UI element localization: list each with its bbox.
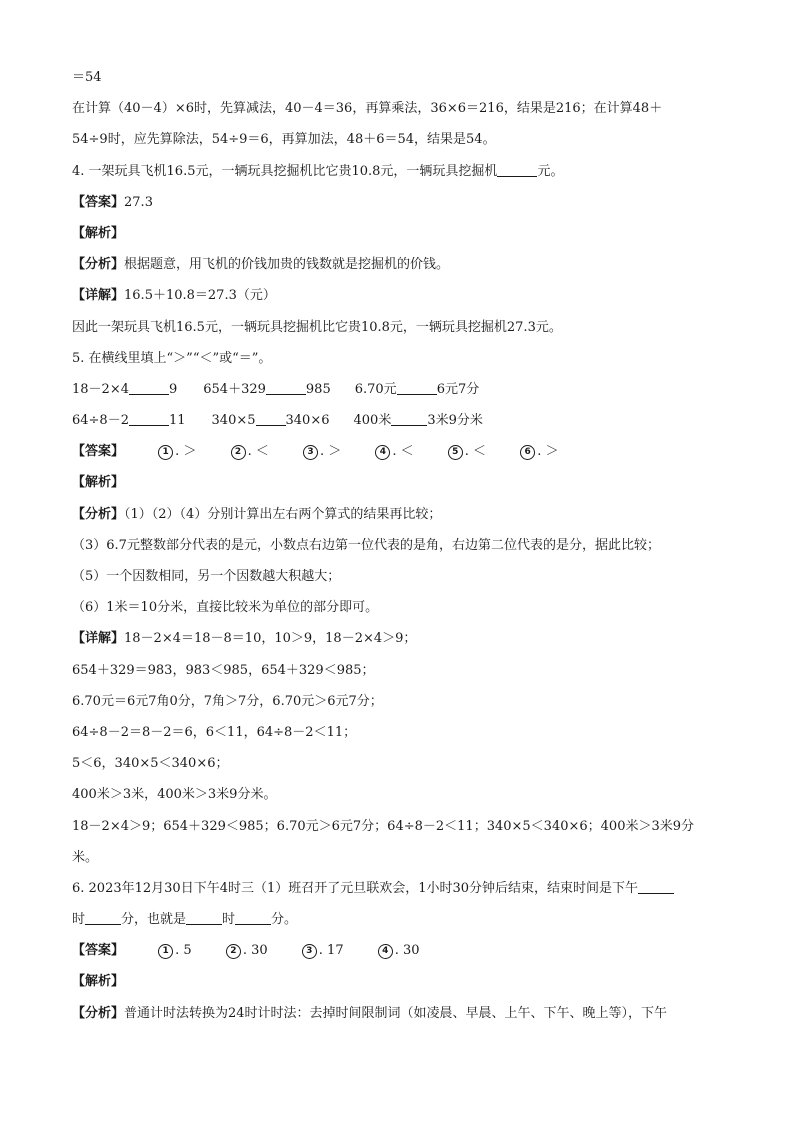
answer-line xyxy=(72,436,732,467)
expr: 64÷8－2 xyxy=(72,413,129,429)
text-line xyxy=(72,312,732,343)
analysis-tag: 【解析】 xyxy=(72,225,125,241)
text-line xyxy=(72,93,732,124)
text: （5）一个因数相同，另一个因数越大积越大； xyxy=(72,569,341,584)
answer-item: 2 . 30 xyxy=(226,935,268,966)
text: 64÷8－2＝8－2＝6，6＜11，64÷8－2＜11； xyxy=(72,724,357,740)
compare-row-1 xyxy=(72,374,732,405)
answer-blank xyxy=(266,380,306,395)
answer-blank xyxy=(391,411,427,426)
answer-item: 1 . 5 xyxy=(158,935,192,966)
analysis-tag: 【解析】 xyxy=(72,974,125,990)
detail-line xyxy=(72,623,732,654)
text: 54÷9时，应先算除法，54÷9＝6，再算加法，48＋6＝54，结果是54。 xyxy=(72,132,496,148)
answer-value: 27.3 xyxy=(124,194,153,210)
text-line xyxy=(72,530,732,561)
text-line xyxy=(72,842,732,873)
answer-line xyxy=(72,187,732,218)
fenxi-tag: 【分析】 xyxy=(72,257,125,273)
question-text-end: 元。 xyxy=(537,163,564,179)
text-line xyxy=(72,686,732,717)
circled-number: 2 xyxy=(231,445,246,460)
text: （6）1米＝10分米，直接比较米为单位的部分即可。 xyxy=(72,600,379,616)
text: 5＜6，340×5＜340×6； xyxy=(72,756,229,772)
text-line xyxy=(72,811,732,842)
expr: 985 xyxy=(305,381,331,397)
answer-item: 4 . ＜ xyxy=(375,436,413,467)
question-text: 6. 2023年12月30日下午4时三（1）班召开了元旦联欢会，1小时30分钟后结束，结束时间是下午 xyxy=(72,880,639,896)
text: 654＋329＝983，983＜985，654＋329＜985； xyxy=(72,662,375,678)
answer-item: 3 . 17 xyxy=(302,935,344,966)
text: 普通计时法转换为24时计时法：去掉时间限制词（如凌晨、早晨、上午、下午、晚上等），下午 xyxy=(124,1005,668,1021)
analysis-line xyxy=(72,249,732,280)
text: ＝54 xyxy=(72,70,102,85)
expr: 9 xyxy=(168,381,178,397)
text-line xyxy=(72,748,732,779)
expr: 18－2×4 xyxy=(72,381,129,397)
answer-blank xyxy=(85,910,121,925)
circled-number: 2 xyxy=(226,944,241,959)
compare-row-2 xyxy=(72,405,732,436)
text: （3）6.7元整数部分代表的是元，小数点右边第一位代表的是角，右边第二位代表的是分，据此比较； xyxy=(72,537,660,553)
expr: 654＋329 xyxy=(203,381,266,397)
fenxi-tag: 【分析】 xyxy=(72,1005,125,1021)
text: 6.70元＝6元7角0分，7角＞7分，6.70元＞6元7分； xyxy=(72,693,383,709)
text: 400米＞3米，400米＞3米9分米。 xyxy=(72,787,277,803)
expr: 11 xyxy=(168,413,186,429)
text-line xyxy=(72,124,732,155)
answer-tag: 【答案】 xyxy=(72,943,125,959)
text: 分。 xyxy=(271,912,298,928)
text: 米。 xyxy=(72,849,99,865)
expr: 340×6 xyxy=(285,413,330,429)
circled-number: 1 xyxy=(158,445,173,460)
answer-blank xyxy=(397,380,437,395)
answer-tag: 【答案】 xyxy=(72,444,125,460)
text: （1）（2）（4）分别计算出左右两个算式的结果再比较； xyxy=(124,506,442,522)
answer-item: 6 . ＞ xyxy=(520,436,558,467)
text-line xyxy=(72,655,732,686)
answer-line xyxy=(72,935,732,966)
answer-blank xyxy=(497,162,537,177)
answer-blank xyxy=(129,411,169,426)
circled-number: 4 xyxy=(378,944,393,959)
answer-item: 5 . ＜ xyxy=(448,436,486,467)
answer-item: 4 . 30 xyxy=(378,935,420,966)
text-line xyxy=(72,779,732,810)
expr: 340×5 xyxy=(211,413,256,429)
analysis-heading xyxy=(72,966,732,997)
text: 分，也就是 xyxy=(121,912,187,928)
expr: 6元7分 xyxy=(436,381,480,397)
expr: 6.70元 xyxy=(354,381,397,397)
analysis-tag: 【解析】 xyxy=(72,475,125,491)
question-6 xyxy=(72,873,732,904)
text: 16.5＋10.8＝27.3（元） xyxy=(124,288,276,304)
question-text: 4. 一架玩具飞机16.5元，一辆玩具挖掘机比它贵10.8元，一辆玩具挖掘机 xyxy=(72,163,498,179)
expr: 3米9分米 xyxy=(427,413,483,429)
analysis-line xyxy=(72,998,732,1029)
answer-blank xyxy=(235,910,271,925)
text: 18－2×4＝18－8＝10，10＞9，18－2×4＞9； xyxy=(124,631,417,647)
document-page xyxy=(72,62,732,1029)
text: 时 xyxy=(222,912,236,928)
answer-item: 2 . ＜ xyxy=(231,436,269,467)
text: 根据题意，用飞机的价钱加贵的钱数就是挖掘机的价钱。 xyxy=(124,257,450,273)
answer-item: 3 . ＞ xyxy=(303,436,341,467)
circled-number: 6 xyxy=(520,445,535,460)
text-line xyxy=(72,717,732,748)
circled-number: 1 xyxy=(158,944,173,959)
analysis-heading xyxy=(72,467,732,498)
expr: 400米 xyxy=(353,413,392,429)
answer-item: 1 . ＞ xyxy=(158,436,196,467)
analysis-heading xyxy=(72,218,732,249)
text: 在计算（40－4）×6时，先算减法，40－4＝36，再算乘法，36×6＝216，结果是216；在计算48＋ xyxy=(72,101,663,117)
text-line xyxy=(72,62,732,93)
detail-line xyxy=(72,280,732,311)
answer-tag: 【答案】 xyxy=(72,194,125,210)
circled-number: 3 xyxy=(303,445,318,460)
text-line xyxy=(72,561,732,592)
fenxi-tag: 【分析】 xyxy=(72,506,125,522)
question-5 xyxy=(72,343,732,374)
text: 时 xyxy=(72,912,86,928)
circled-number: 3 xyxy=(302,944,317,959)
question-text: 5. 在横线里填上“＞”“＜”或“＝”。 xyxy=(72,350,272,366)
answer-blank xyxy=(129,380,169,395)
analysis-line xyxy=(72,499,732,530)
circled-number: 5 xyxy=(448,445,463,460)
answer-blank xyxy=(256,411,286,426)
text: 因此一架玩具飞机16.5元，一辆玩具挖掘机比它贵10.8元，一辆玩具挖掘机27.3元。 xyxy=(72,319,562,335)
answer-blank xyxy=(186,910,222,925)
text-line xyxy=(72,592,732,623)
question-6-cont xyxy=(72,904,732,935)
text: 18－2×4＞9；654＋329＜985；6.70元＞6元7分；64÷8－2＜11；340×5＜340×6；400米＞3米9分 xyxy=(72,818,695,834)
question-4 xyxy=(72,156,732,187)
detail-tag: 【详解】 xyxy=(72,288,125,304)
circled-number: 4 xyxy=(375,445,390,460)
answer-blank xyxy=(638,879,674,894)
detail-tag: 【详解】 xyxy=(72,631,125,647)
